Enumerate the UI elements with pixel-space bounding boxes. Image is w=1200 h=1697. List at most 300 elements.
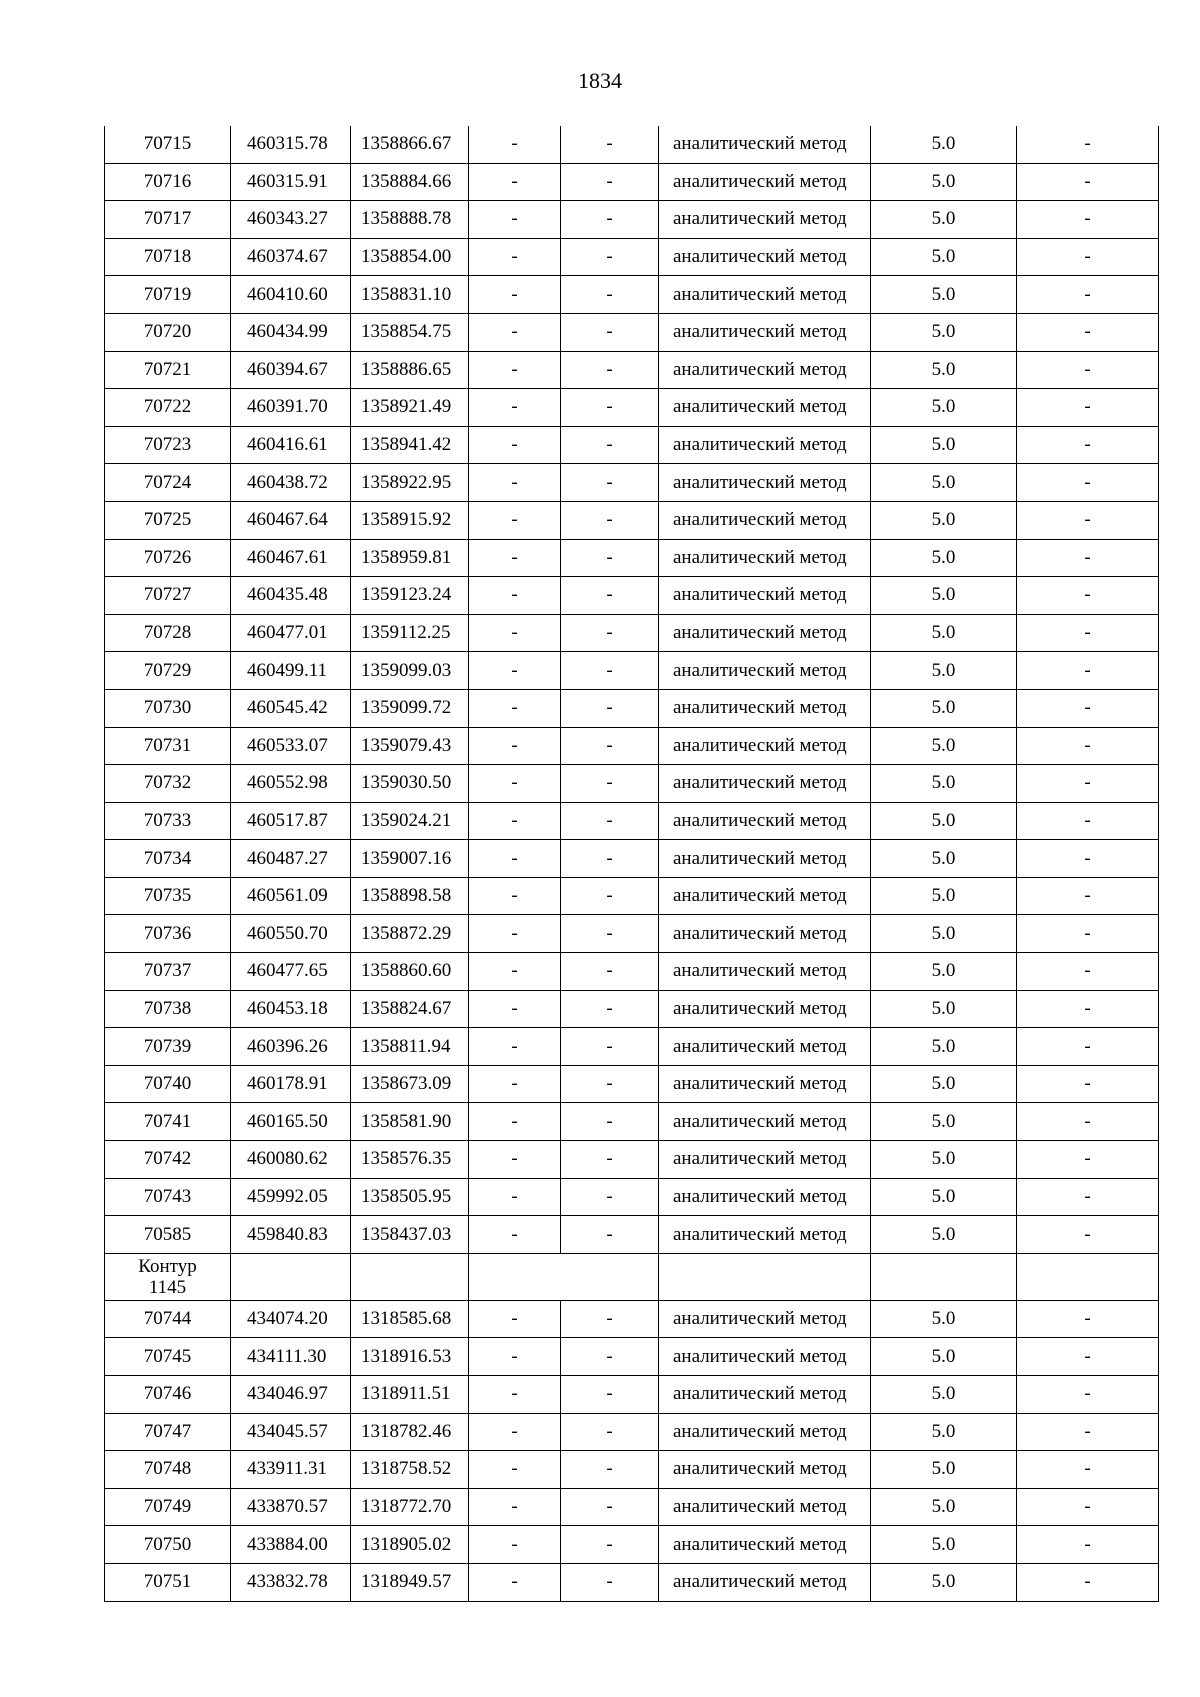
x-coordinate-cell: 433832.78 [231, 1563, 351, 1601]
dash-cell: - [1017, 1065, 1159, 1103]
dash-cell: - [561, 163, 659, 201]
x-coordinate-cell: 459992.05 [231, 1178, 351, 1216]
x-coordinate-cell: 460438.72 [231, 464, 351, 502]
dash-cell: - [469, 351, 561, 389]
method-cell: аналитический метод [659, 953, 871, 991]
x-coordinate-cell: 460467.61 [231, 539, 351, 577]
dash-cell: - [469, 1178, 561, 1216]
table-row [105, 464, 1159, 502]
accuracy-cell: 5.0 [871, 126, 1017, 163]
method-cell: аналитический метод [659, 238, 871, 276]
y-coordinate-cell: 1358915.92 [351, 501, 469, 539]
accuracy-cell: 5.0 [871, 1103, 1017, 1141]
dash-cell: - [469, 765, 561, 803]
y-coordinate-cell: 1358898.58 [351, 877, 469, 915]
method-cell: аналитический метод [659, 614, 871, 652]
method-cell: аналитический метод [659, 351, 871, 389]
method-cell: аналитический метод [659, 501, 871, 539]
point-number-cell: 70733 [105, 802, 231, 840]
dash-cell: - [469, 238, 561, 276]
dash-cell: - [1017, 877, 1159, 915]
table-row [105, 1488, 1159, 1526]
point-number-cell: 70730 [105, 689, 231, 727]
table-row [105, 351, 1159, 389]
x-coordinate-cell: 460477.65 [231, 953, 351, 991]
dash-cell: - [1017, 1216, 1159, 1254]
method-cell: аналитический метод [659, 765, 871, 803]
point-number-cell: 70727 [105, 577, 231, 615]
y-coordinate-cell: 1358872.29 [351, 915, 469, 953]
accuracy-cell: 5.0 [871, 313, 1017, 351]
accuracy-cell: 5.0 [871, 1488, 1017, 1526]
dash-cell: - [1017, 163, 1159, 201]
dash-cell: - [561, 727, 659, 765]
method-cell: аналитический метод [659, 577, 871, 615]
table-row [105, 577, 1159, 615]
method-cell: аналитический метод [659, 201, 871, 239]
table-row [105, 1028, 1159, 1066]
x-coordinate-cell: 460374.67 [231, 238, 351, 276]
dash-cell: - [561, 1028, 659, 1066]
dash-cell: - [561, 1563, 659, 1601]
dash-cell: - [469, 1526, 561, 1564]
accuracy-cell: 5.0 [871, 915, 1017, 953]
x-coordinate-cell: 459840.83 [231, 1216, 351, 1254]
coordinates-table [104, 126, 1159, 1602]
table-row [105, 276, 1159, 314]
method-cell: аналитический метод [659, 1451, 871, 1489]
y-coordinate-cell: 1318916.53 [351, 1338, 469, 1376]
accuracy-cell: 5.0 [871, 1028, 1017, 1066]
dash-cell: - [1017, 238, 1159, 276]
method-cell: аналитический метод [659, 163, 871, 201]
dash-cell: - [1017, 765, 1159, 803]
dash-cell: - [469, 501, 561, 539]
section-row [105, 1253, 1159, 1300]
y-coordinate-cell: 1358505.95 [351, 1178, 469, 1216]
point-number-cell: 70715 [105, 126, 231, 163]
dash-cell: - [1017, 727, 1159, 765]
dash-cell: - [469, 426, 561, 464]
dash-cell: - [1017, 614, 1159, 652]
dash-cell: - [469, 614, 561, 652]
x-coordinate-cell: 460477.01 [231, 614, 351, 652]
point-number-cell: 70745 [105, 1338, 231, 1376]
point-number-cell: 70722 [105, 389, 231, 427]
dash-cell: - [1017, 1413, 1159, 1451]
point-number-cell: 70751 [105, 1563, 231, 1601]
y-coordinate-cell: 1359112.25 [351, 614, 469, 652]
contour-label: Контур 1145 [105, 1253, 231, 1300]
point-number-cell: 70720 [105, 313, 231, 351]
dash-cell: - [561, 389, 659, 427]
dash-cell: - [469, 1300, 561, 1338]
method-cell: аналитический метод [659, 1526, 871, 1564]
page-number: 1834 [578, 68, 622, 93]
dash-cell: - [469, 313, 561, 351]
dash-cell: - [1017, 313, 1159, 351]
dash-cell: - [469, 1103, 561, 1141]
accuracy-cell: 5.0 [871, 765, 1017, 803]
empty-cell [659, 1253, 871, 1300]
point-number-cell: 70750 [105, 1526, 231, 1564]
table-row [105, 727, 1159, 765]
method-cell: аналитический метод [659, 126, 871, 163]
dash-cell: - [469, 1413, 561, 1451]
y-coordinate-cell: 1358811.94 [351, 1028, 469, 1066]
dash-cell: - [561, 238, 659, 276]
y-coordinate-cell: 1358673.09 [351, 1065, 469, 1103]
dash-cell: - [561, 501, 659, 539]
dash-cell: - [1017, 1451, 1159, 1489]
table-row [105, 501, 1159, 539]
dash-cell: - [561, 1065, 659, 1103]
x-coordinate-cell: 460467.64 [231, 501, 351, 539]
method-cell: аналитический метод [659, 539, 871, 577]
x-coordinate-cell: 460315.91 [231, 163, 351, 201]
dash-cell: - [1017, 201, 1159, 239]
table-row [105, 1526, 1159, 1564]
point-number-cell: 70732 [105, 765, 231, 803]
method-cell: аналитический метод [659, 313, 871, 351]
dash-cell: - [469, 1065, 561, 1103]
x-coordinate-cell: 460499.11 [231, 652, 351, 690]
table-row [105, 1065, 1159, 1103]
point-number-cell: 70747 [105, 1413, 231, 1451]
dash-cell: - [561, 426, 659, 464]
dash-cell: - [469, 201, 561, 239]
accuracy-cell: 5.0 [871, 840, 1017, 878]
y-coordinate-cell: 1358941.42 [351, 426, 469, 464]
table-row [105, 915, 1159, 953]
dash-cell: - [561, 689, 659, 727]
point-number-cell: 70748 [105, 1451, 231, 1489]
dash-cell: - [561, 1141, 659, 1179]
accuracy-cell: 5.0 [871, 614, 1017, 652]
method-cell: аналитический метод [659, 464, 871, 502]
y-coordinate-cell: 1358854.75 [351, 313, 469, 351]
accuracy-cell: 5.0 [871, 1178, 1017, 1216]
dash-cell: - [469, 652, 561, 690]
table-row [105, 1451, 1159, 1489]
x-coordinate-cell: 460343.27 [231, 201, 351, 239]
dash-cell: - [469, 877, 561, 915]
dash-cell: - [561, 915, 659, 953]
dash-cell: - [469, 1028, 561, 1066]
accuracy-cell: 5.0 [871, 727, 1017, 765]
dash-cell: - [1017, 577, 1159, 615]
accuracy-cell: 5.0 [871, 1338, 1017, 1376]
dash-cell: - [1017, 689, 1159, 727]
point-number-cell: 70729 [105, 652, 231, 690]
dash-cell: - [1017, 802, 1159, 840]
dash-cell: - [561, 1376, 659, 1414]
method-cell: аналитический метод [659, 1065, 871, 1103]
dash-cell: - [561, 577, 659, 615]
dash-cell: - [469, 802, 561, 840]
table-row [105, 539, 1159, 577]
accuracy-cell: 5.0 [871, 652, 1017, 690]
dash-cell: - [469, 126, 561, 163]
dash-cell: - [561, 877, 659, 915]
accuracy-cell: 5.0 [871, 464, 1017, 502]
table-row [105, 652, 1159, 690]
dash-cell: - [1017, 351, 1159, 389]
y-coordinate-cell: 1358888.78 [351, 201, 469, 239]
y-coordinate-cell: 1358824.67 [351, 990, 469, 1028]
table-row [105, 1338, 1159, 1376]
dash-cell: - [1017, 915, 1159, 953]
table-row [105, 614, 1159, 652]
dash-cell: - [1017, 1338, 1159, 1376]
method-cell: аналитический метод [659, 389, 871, 427]
dash-cell: - [561, 351, 659, 389]
accuracy-cell: 5.0 [871, 163, 1017, 201]
x-coordinate-cell: 460178.91 [231, 1065, 351, 1103]
dash-cell: - [469, 990, 561, 1028]
dash-cell: - [469, 840, 561, 878]
table-row [105, 1563, 1159, 1601]
y-coordinate-cell: 1358886.65 [351, 351, 469, 389]
table-row [105, 953, 1159, 991]
table-row [105, 238, 1159, 276]
method-cell: аналитический метод [659, 1376, 871, 1414]
dash-cell: - [561, 1300, 659, 1338]
accuracy-cell: 5.0 [871, 276, 1017, 314]
method-cell: аналитический метод [659, 1141, 871, 1179]
table-row [105, 1376, 1159, 1414]
point-number-cell: 70743 [105, 1178, 231, 1216]
empty-cell [231, 1253, 351, 1300]
dash-cell: - [469, 389, 561, 427]
method-cell: аналитический метод [659, 727, 871, 765]
table-row [105, 1413, 1159, 1451]
accuracy-cell: 5.0 [871, 389, 1017, 427]
accuracy-cell: 5.0 [871, 1376, 1017, 1414]
method-cell: аналитический метод [659, 877, 871, 915]
dash-cell: - [1017, 464, 1159, 502]
x-coordinate-cell: 460487.27 [231, 840, 351, 878]
table-row [105, 1300, 1159, 1338]
point-number-cell: 70728 [105, 614, 231, 652]
dash-cell: - [1017, 840, 1159, 878]
x-coordinate-cell: 460550.70 [231, 915, 351, 953]
y-coordinate-cell: 1318905.02 [351, 1526, 469, 1564]
dash-cell: - [1017, 126, 1159, 163]
dash-cell: - [561, 652, 659, 690]
x-coordinate-cell: 460552.98 [231, 765, 351, 803]
y-coordinate-cell: 1358860.60 [351, 953, 469, 991]
dash-cell: - [469, 464, 561, 502]
point-number-cell: 70725 [105, 501, 231, 539]
table-row [105, 1141, 1159, 1179]
method-cell: аналитический метод [659, 689, 871, 727]
dash-cell: - [561, 1451, 659, 1489]
y-coordinate-cell: 1359079.43 [351, 727, 469, 765]
dash-cell: - [469, 915, 561, 953]
accuracy-cell: 5.0 [871, 877, 1017, 915]
table-row [105, 689, 1159, 727]
method-cell: аналитический метод [659, 1488, 871, 1526]
accuracy-cell: 5.0 [871, 990, 1017, 1028]
table-row [105, 426, 1159, 464]
dash-cell: - [561, 1488, 659, 1526]
method-cell: аналитический метод [659, 1338, 871, 1376]
y-coordinate-cell: 1318949.57 [351, 1563, 469, 1601]
dash-cell: - [469, 1563, 561, 1601]
table-row [105, 840, 1159, 878]
accuracy-cell: 5.0 [871, 1300, 1017, 1338]
dash-cell: - [1017, 501, 1159, 539]
table-row [105, 990, 1159, 1028]
x-coordinate-cell: 434046.97 [231, 1376, 351, 1414]
y-coordinate-cell: 1358581.90 [351, 1103, 469, 1141]
dash-cell: - [561, 313, 659, 351]
dash-cell: - [561, 802, 659, 840]
point-number-cell: 70736 [105, 915, 231, 953]
dash-cell: - [469, 1216, 561, 1254]
dash-cell: - [561, 1178, 659, 1216]
y-coordinate-cell: 1358854.00 [351, 238, 469, 276]
method-cell: аналитический метод [659, 1413, 871, 1451]
dash-cell: - [469, 1376, 561, 1414]
dash-cell: - [469, 1141, 561, 1179]
dash-cell: - [561, 990, 659, 1028]
point-number-cell: 70717 [105, 201, 231, 239]
y-coordinate-cell: 1358921.49 [351, 389, 469, 427]
x-coordinate-cell: 434074.20 [231, 1300, 351, 1338]
table-row [105, 126, 1159, 163]
dash-cell: - [1017, 1488, 1159, 1526]
point-number-cell: 70719 [105, 276, 231, 314]
method-cell: аналитический метод [659, 1300, 871, 1338]
method-cell: аналитический метод [659, 1563, 871, 1601]
accuracy-cell: 5.0 [871, 501, 1017, 539]
point-number-cell: 70746 [105, 1376, 231, 1414]
method-cell: аналитический метод [659, 840, 871, 878]
method-cell: аналитический метод [659, 1028, 871, 1066]
point-number-cell: 70742 [105, 1141, 231, 1179]
x-coordinate-cell: 434045.57 [231, 1413, 351, 1451]
x-coordinate-cell: 460394.67 [231, 351, 351, 389]
x-coordinate-cell: 460315.78 [231, 126, 351, 163]
x-coordinate-cell: 434111.30 [231, 1338, 351, 1376]
table-row [105, 163, 1159, 201]
x-coordinate-cell: 460545.42 [231, 689, 351, 727]
dash-cell: - [561, 464, 659, 502]
x-coordinate-cell: 460410.60 [231, 276, 351, 314]
dash-cell: - [469, 1488, 561, 1526]
accuracy-cell: 5.0 [871, 953, 1017, 991]
method-cell: аналитический метод [659, 426, 871, 464]
dash-cell: - [561, 840, 659, 878]
dash-cell: - [561, 765, 659, 803]
point-number-cell: 70721 [105, 351, 231, 389]
dash-cell: - [561, 1338, 659, 1376]
x-coordinate-cell: 460416.61 [231, 426, 351, 464]
point-number-cell: 70740 [105, 1065, 231, 1103]
accuracy-cell: 5.0 [871, 689, 1017, 727]
dash-cell: - [561, 614, 659, 652]
x-coordinate-cell: 460165.50 [231, 1103, 351, 1141]
x-coordinate-cell: 460435.48 [231, 577, 351, 615]
point-number-cell: 70737 [105, 953, 231, 991]
method-cell: аналитический метод [659, 1103, 871, 1141]
table-row [105, 1216, 1159, 1254]
method-cell: аналитический метод [659, 652, 871, 690]
x-coordinate-cell: 433870.57 [231, 1488, 351, 1526]
y-coordinate-cell: 1358576.35 [351, 1141, 469, 1179]
point-number-cell: 70744 [105, 1300, 231, 1338]
table-row [105, 389, 1159, 427]
point-number-cell: 70739 [105, 1028, 231, 1066]
dash-cell: - [1017, 1103, 1159, 1141]
method-cell: аналитический метод [659, 802, 871, 840]
accuracy-cell: 5.0 [871, 1563, 1017, 1601]
dash-cell: - [1017, 990, 1159, 1028]
y-coordinate-cell: 1318772.70 [351, 1488, 469, 1526]
dash-cell: - [469, 953, 561, 991]
dash-cell: - [561, 276, 659, 314]
empty-cell [469, 1253, 659, 1300]
empty-cell [871, 1253, 1017, 1300]
table-row [105, 765, 1159, 803]
empty-cell [1017, 1253, 1159, 1300]
accuracy-cell: 5.0 [871, 577, 1017, 615]
x-coordinate-cell: 460533.07 [231, 727, 351, 765]
dash-cell: - [561, 1526, 659, 1564]
table-row [105, 877, 1159, 915]
point-number-cell: 70716 [105, 163, 231, 201]
x-coordinate-cell: 460453.18 [231, 990, 351, 1028]
dash-cell: - [1017, 1376, 1159, 1414]
point-number-cell: 70724 [105, 464, 231, 502]
y-coordinate-cell: 1359099.03 [351, 652, 469, 690]
y-coordinate-cell: 1359007.16 [351, 840, 469, 878]
x-coordinate-cell: 460391.70 [231, 389, 351, 427]
y-coordinate-cell: 1358831.10 [351, 276, 469, 314]
empty-cell [351, 1253, 469, 1300]
x-coordinate-cell: 460561.09 [231, 877, 351, 915]
dash-cell: - [1017, 539, 1159, 577]
dash-cell: - [469, 727, 561, 765]
point-number-cell: 70585 [105, 1216, 231, 1254]
y-coordinate-cell: 1358884.66 [351, 163, 469, 201]
y-coordinate-cell: 1358959.81 [351, 539, 469, 577]
table-row [105, 313, 1159, 351]
point-number-cell: 70726 [105, 539, 231, 577]
accuracy-cell: 5.0 [871, 539, 1017, 577]
accuracy-cell: 5.0 [871, 1141, 1017, 1179]
x-coordinate-cell: 433884.00 [231, 1526, 351, 1564]
y-coordinate-cell: 1359024.21 [351, 802, 469, 840]
dash-cell: - [561, 1216, 659, 1254]
method-cell: аналитический метод [659, 915, 871, 953]
y-coordinate-cell: 1318585.68 [351, 1300, 469, 1338]
dash-cell: - [561, 1413, 659, 1451]
y-coordinate-cell: 1318758.52 [351, 1451, 469, 1489]
dash-cell: - [561, 1103, 659, 1141]
dash-cell: - [561, 201, 659, 239]
accuracy-cell: 5.0 [871, 238, 1017, 276]
accuracy-cell: 5.0 [871, 1216, 1017, 1254]
dash-cell: - [469, 689, 561, 727]
dash-cell: - [1017, 1563, 1159, 1601]
point-number-cell: 70723 [105, 426, 231, 464]
y-coordinate-cell: 1318782.46 [351, 1413, 469, 1451]
point-number-cell: 70738 [105, 990, 231, 1028]
dash-cell: - [469, 577, 561, 615]
